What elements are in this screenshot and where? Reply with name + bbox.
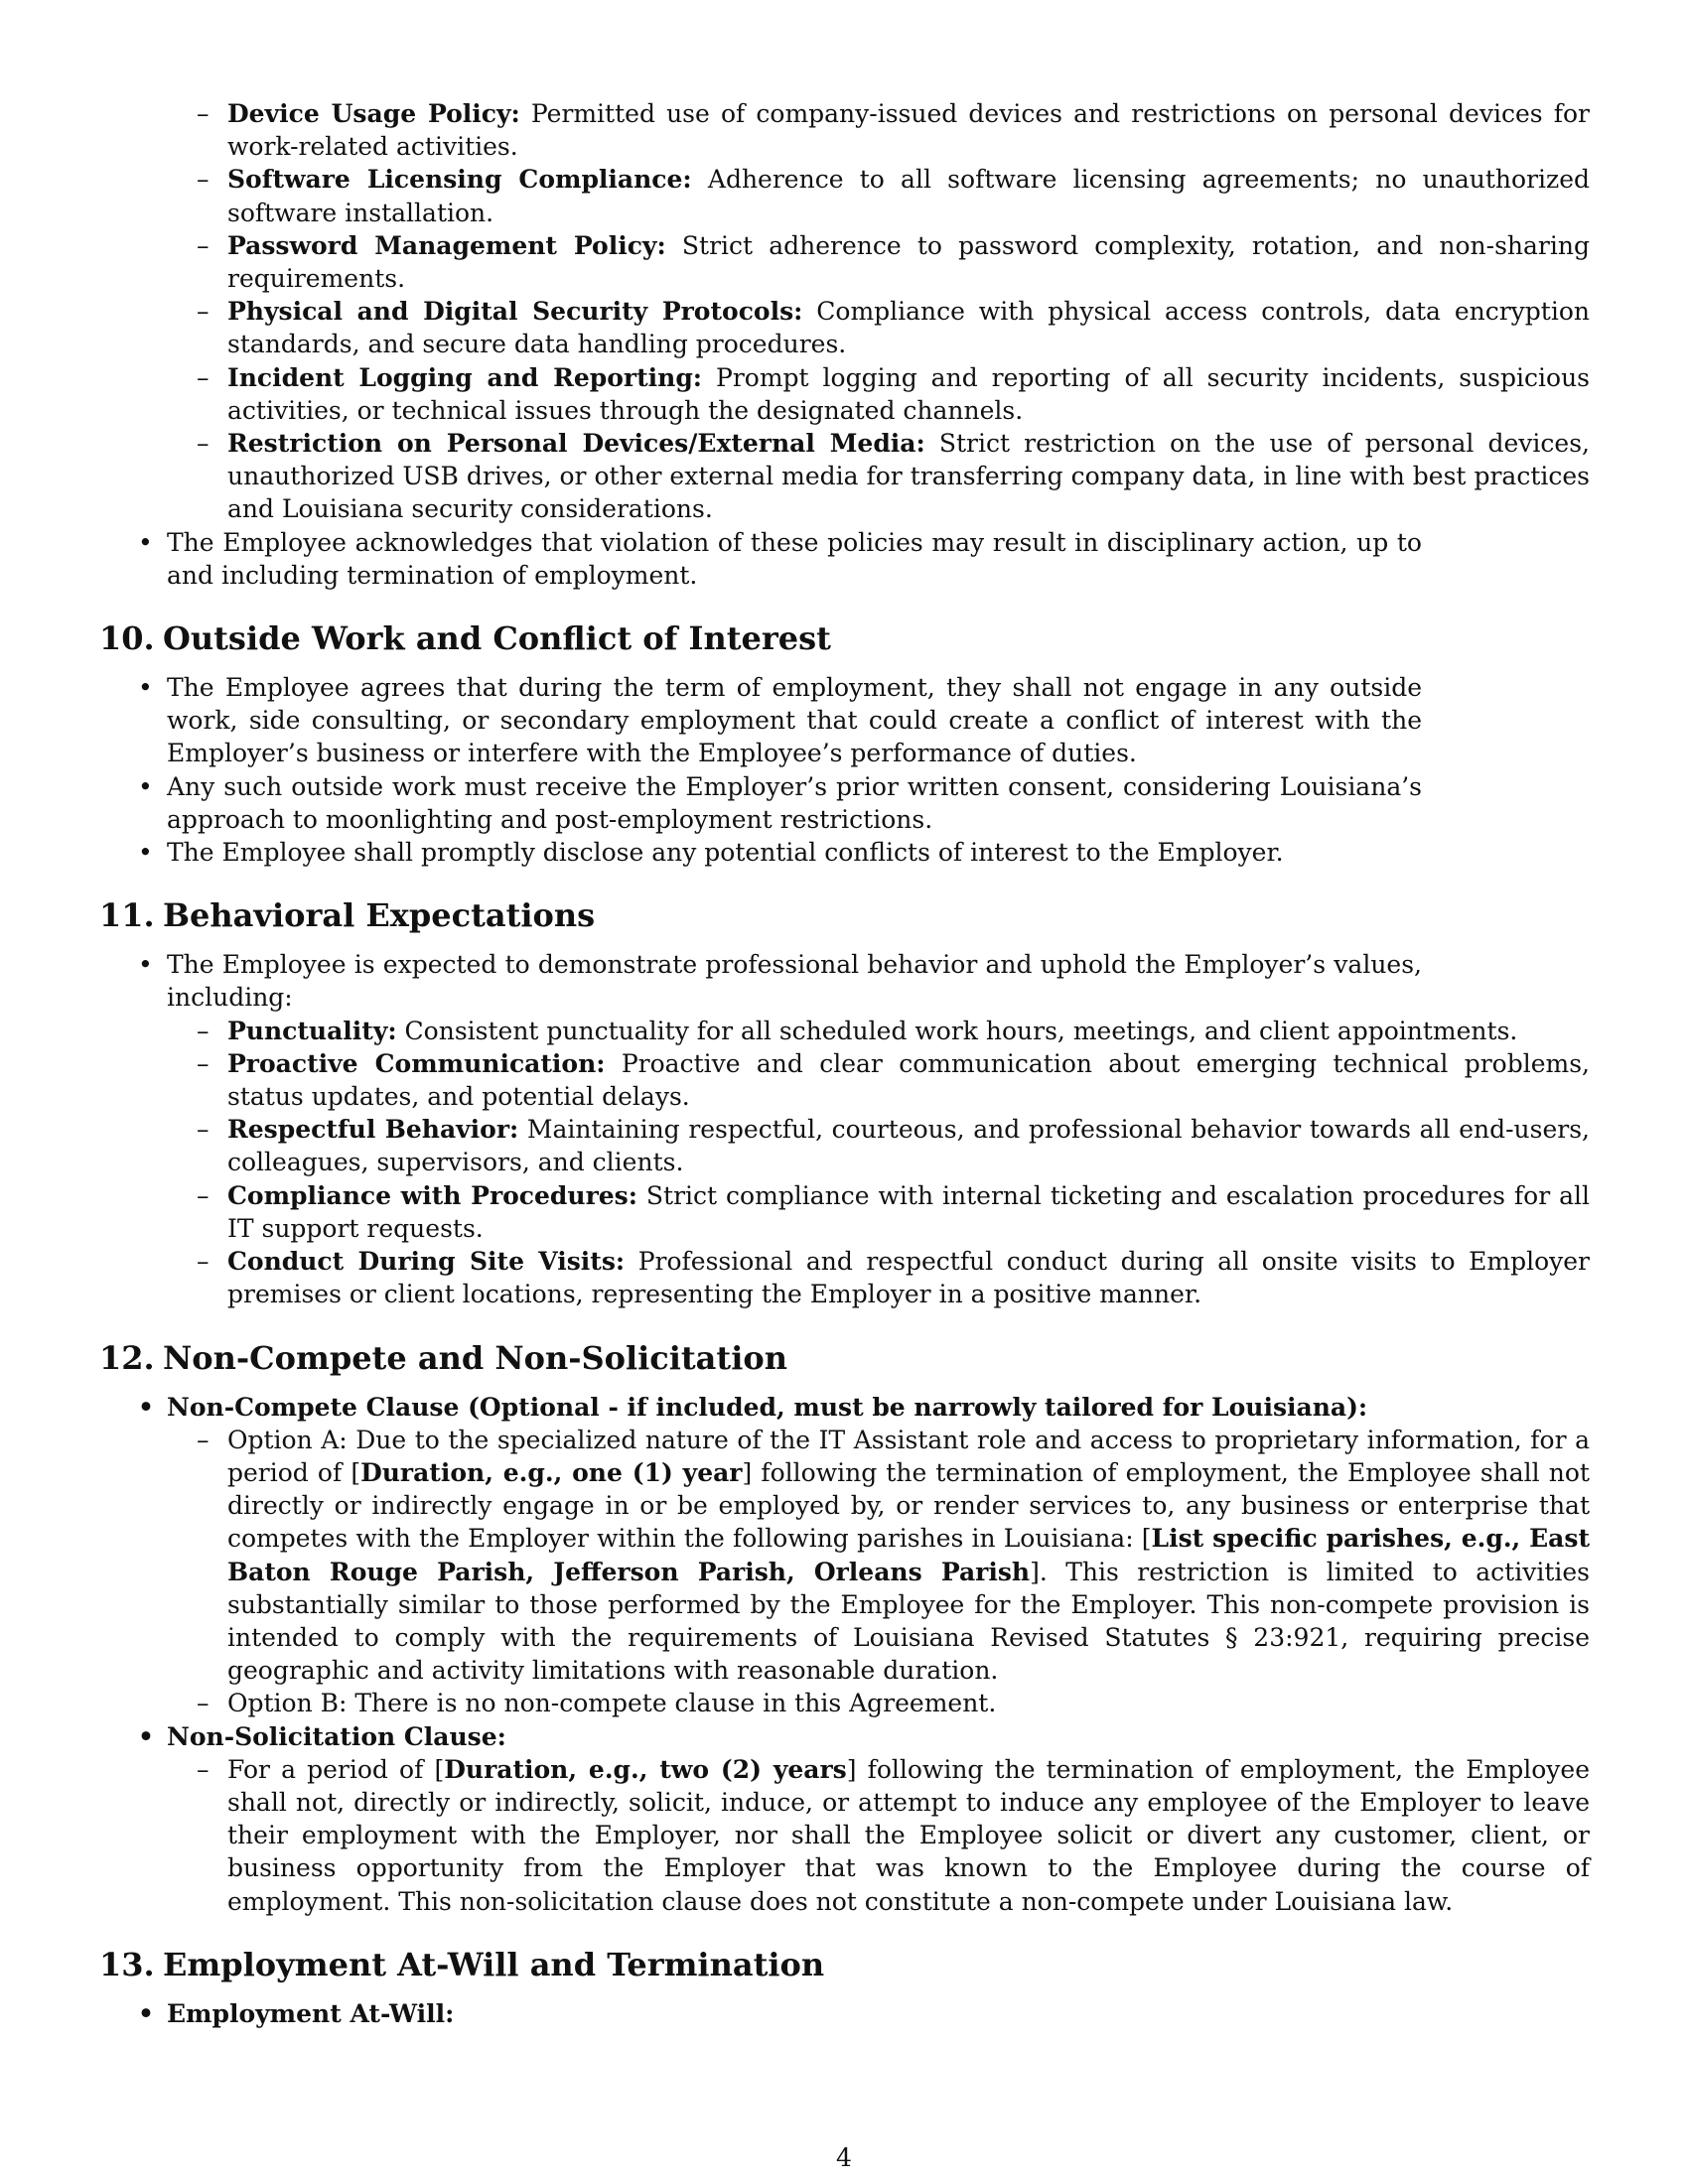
clause-text: Option A: Due to the specialized nature of the IT Assistant role and access to proprietary information, for a period of [ <box>227 1425 1590 1487</box>
policy-sublist <box>0 0 1688 592</box>
list-item <box>0 1753 1590 1918</box>
list-item <box>0 295 1590 360</box>
list-item <box>0 1245 1590 1310</box>
clause-text: For a period of [ <box>227 1754 445 1784</box>
clause-text: ]. This restriction is limited to activities substantially similar to those performed by the Employee for the Employer. This non-compete provision is intended to comply with the requirements of Louisiana Revised Statutes § 23:921, requiring precise geographic and activity limitations with reasonable duration. <box>227 1557 1590 1686</box>
list-item <box>0 427 1590 526</box>
item-text: Professional and respectful conduct during all onsite visits to Employer premises or client locations, representing the Employer in a positive manner. <box>227 1247 1590 1309</box>
item-label: Password Management Policy: <box>227 230 666 260</box>
section-number: 13. <box>99 1945 155 1983</box>
item-text: Proactive and clear communication about emerging technical problems, status updates, and potential delays. <box>227 1048 1591 1112</box>
section-13-list <box>0 1997 1688 2030</box>
section-12-list <box>0 1391 1688 1918</box>
section-title: Non-Compete and Non-Solicitation <box>163 1338 787 1377</box>
item-text: Strict adherence to password complexity, rotation, and non-sharing requirements. <box>227 230 1590 294</box>
list-item <box>0 1179 1590 1245</box>
list-item <box>0 361 1590 427</box>
list-item: • The Employee shall promptly disclose any potential conflicts of interest to the Employer. <box>0 836 1422 869</box>
item-label: Device Usage Policy: <box>227 99 520 128</box>
item-label: Proactive Communication: <box>227 1048 606 1078</box>
section-heading <box>0 616 1688 660</box>
item-label: Incident Logging and Reporting: <box>227 362 703 392</box>
section-number: 10. <box>99 619 155 658</box>
list-item <box>0 1113 1590 1178</box>
placeholder-text: Duration, e.g., two (2) years <box>444 1754 847 1784</box>
list-item: • Any such outside work must receive the Employer’s prior written consent, considering Louisiana’s approach to moonlighting and post-employment restrictions. <box>0 770 1422 836</box>
list-item <box>0 163 1590 228</box>
section-10-list <box>0 671 1688 869</box>
section-number: 11. <box>99 896 155 935</box>
list-item <box>0 1015 1590 1047</box>
section-title: Outside Work and Conflict of Interest <box>163 619 831 658</box>
clause-text: ] following the termination of employment, the Employee shall not directly or indirectly engage in or be employed by, or render services to, any business or enterprise that competes with the Employer within the following parishes in Louisiana: [ <box>227 1457 1590 1554</box>
item-text: Adherence to all software licensing agreements; no unauthorized software installation. <box>227 165 1590 227</box>
section-heading <box>0 893 1688 937</box>
list-item <box>0 1047 1590 1113</box>
item-text: Strict restriction on the use of personal devices, unauthorized USB drives, or other external media for transferring company data, in line with best practices and Louisiana security considerations. <box>227 429 1591 524</box>
item-text: Permitted use of company-issued devices and restrictions on personal devices for work-related activities. <box>227 99 1590 162</box>
item-text: Maintaining respectful, courteous, and professional behavior towards all end-users, colleagues, supervisors, and clients. <box>227 1115 1590 1177</box>
list-item: • The Employee acknowledges that violation of these policies may result in disciplinary action, up to and including termination of employment. <box>0 526 1422 592</box>
list-item <box>0 1424 1590 1688</box>
list-item: • The Employee agrees that during the term of employment, they shall not engage in any outside work, side consulting, or secondary employment that could create a conflict of interest with the Employer’s business or interfere with the Employee’s performance of duties. <box>0 671 1422 770</box>
item-text: Consistent punctuality for all scheduled work hours, meetings, and client appointments. <box>404 1016 1518 1045</box>
item-text: Prompt logging and reporting of all security incidents, suspicious activities, or technical issues through the designated channels. <box>227 362 1590 425</box>
list-item: • Non-Solicitation Clause: <box>0 1720 1422 1753</box>
list-item: – Option B: There is no non-compete clause in this Agreement. <box>0 1687 1590 1719</box>
list-item: • The Employee is expected to demonstrate professional behavior and uphold the Employer’s values, including: <box>0 948 1422 1014</box>
section-heading <box>0 1943 1688 1986</box>
item-label: Software Licensing Compliance: <box>227 165 692 195</box>
section-title: Employment At-Will and Termination <box>163 1945 825 1983</box>
page-number: 4 <box>836 2143 852 2172</box>
section-number: 12. <box>99 1338 155 1377</box>
item-text: Compliance with physical access controls, data encryption standards, and secure data handling procedures. <box>227 297 1590 359</box>
item-label: Restriction on Personal Devices/External Media: <box>227 429 925 459</box>
section-heading <box>0 1336 1688 1380</box>
placeholder-text: List specific parishes, e.g., East Baton Rouge Parish, Jefferson Parish, Orleans Parish <box>227 1524 1591 1586</box>
list-item <box>0 229 1590 295</box>
item-label: Conduct During Site Visits: <box>227 1247 626 1277</box>
clause-text: ] following the termination of employment, the Employee shall not, directly or indirectly, solicit, induce, or attempt to induce any employee of the Employer to leave their employment with the Employer, nor shall the Employee solicit or divert any customer, client, or business opportunity from the Employer that was known to the Employee during the course of employment. This non-solicitation clause does not constitute a non-compete under Louisiana law. <box>227 1754 1591 1916</box>
item-label: Physical and Digital Security Protocols: <box>227 297 803 327</box>
item-text: Strict compliance with internal ticketing and escalation procedures for all IT support requests. <box>227 1180 1590 1243</box>
item-label: Compliance with Procedures: <box>227 1180 637 1210</box>
section-11-list <box>0 948 1688 1310</box>
section-title: Behavioral Expectations <box>163 896 596 935</box>
list-item: • Non-Compete Clause (Optional - if included, must be narrowly tailored for Louisiana): <box>0 1391 1422 1424</box>
list-item <box>0 97 1590 163</box>
placeholder-text: Duration, e.g., one (1) year <box>360 1457 743 1487</box>
item-label: Punctuality: <box>227 1016 397 1045</box>
list-item: • Employment At-Will: <box>0 1997 1422 2030</box>
item-label: Respectful Behavior: <box>227 1115 519 1145</box>
